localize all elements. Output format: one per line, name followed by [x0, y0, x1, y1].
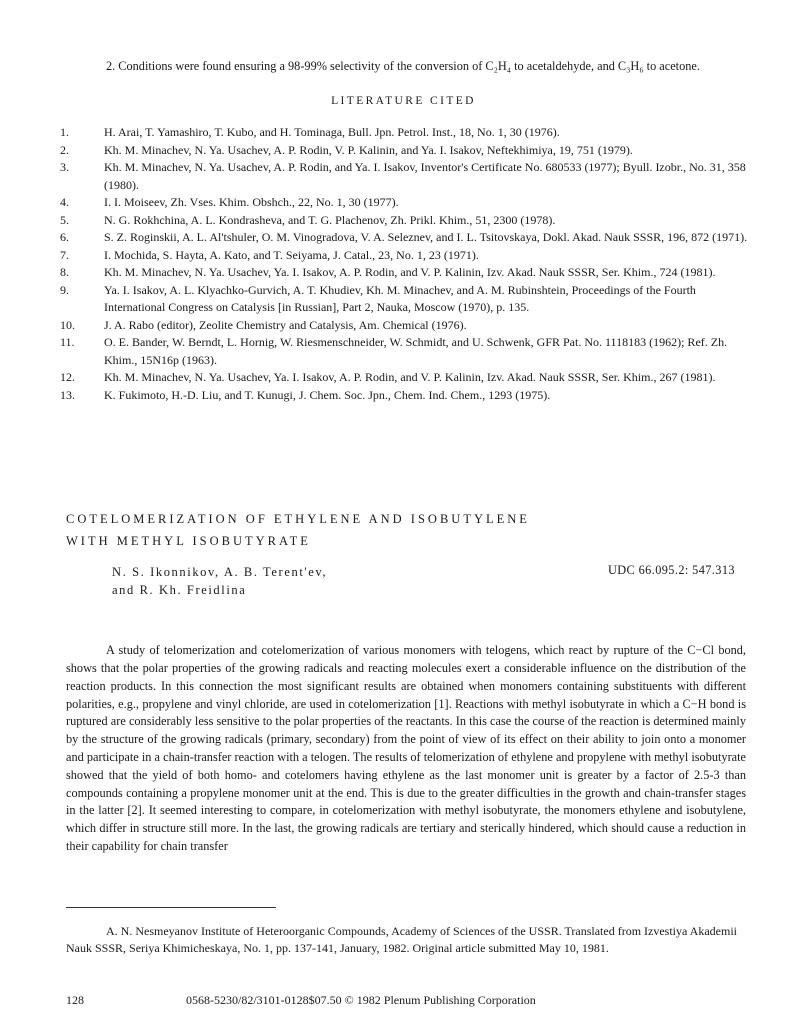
reference-number: 1. — [60, 125, 69, 139]
author-line: and R. Kh. Freidlina — [112, 583, 247, 597]
reference-number: 9. — [60, 282, 69, 297]
reference-item — [60, 142, 750, 160]
reference-number: 5. — [60, 212, 69, 227]
udc-code: UDC 66.095.2: 547.313 — [608, 563, 735, 577]
article-title-line: WITH METHYL ISOBUTYRATE — [66, 534, 311, 548]
reference-item — [60, 194, 750, 212]
reference-item — [60, 124, 750, 142]
reference-text: J. A. Rabo (editor), Zeolite Chemistry and Catalysis, Am. Chemical (1976). — [104, 317, 467, 332]
author-line: N. S. Ikonnikov, A. B. Terent'ev, — [112, 565, 328, 579]
reference-text: I. I. Moiseev, Zh. Vses. Khim. Obshch., 22, No. 1, 30 (1977). — [104, 195, 399, 209]
reference-item — [60, 159, 750, 194]
author-list — [112, 563, 327, 599]
reference-number: 6. — [60, 230, 69, 244]
reference-item — [60, 369, 750, 387]
reference-number: 4. — [60, 195, 69, 209]
reference-number: 11. — [60, 335, 75, 349]
reference-item — [60, 264, 750, 282]
literature-heading: LITERATURE CITED — [331, 95, 476, 107]
reference-item — [60, 317, 750, 335]
reference-number: 13. — [60, 387, 75, 402]
reference-item — [60, 229, 750, 247]
reference-number: 10. — [60, 317, 75, 332]
reference-text: Kh. M. Minachev, N. Ya. Usachev, A. P. Rodin, V. P. Kalinin, and Ya. I. Isakov, Neftekhimiya, 19, 751 (1979). — [104, 142, 633, 157]
page-footer — [66, 993, 756, 1008]
reference-number: 8. — [60, 265, 69, 279]
reference-number: 7. — [60, 247, 69, 262]
reference-number: 2. — [60, 142, 69, 157]
reference-text: H. Arai, T. Yamashiro, T. Kubo, and H. Tominaga, Bull. Jpn. Petrol. Inst., 18, No. 1, 30 (1976). — [104, 125, 560, 139]
reference-list — [60, 124, 750, 404]
footnote: A. N. Nesmeyanov Institute of Heteroorganic Compounds, Academy of Sciences of the USSR. Translated from Izvestiya Akademii Nauk SSSR, Seriya Khimicheskaya, No. 1, pp. 137-141, January, 1982. Original article submitted May 10, 1981. — [66, 924, 737, 955]
reference-number: 3. — [60, 160, 69, 174]
body-paragraph: A study of telomerization and cotelomerization of various monomers with telogens, which react by rupture of the C−Cl bond, shows that the polar properties of the growing radicals and reacting molecules exert a considerable influence on the distribution of the reaction products. In this connection the most significant results are obtained when monomers containing substituents with different polarities, e.g., propylene and vinyl chloride, are used in cotelomerization [1]. Reactions with methyl isobutyrate in which a C−H bond is ruptured are considerably less sensitive to the polar properties of the reactants. In this case the course of the reaction is determined mainly by the structure of the growing radicals (primary, secondary) from the point of view of its effect on their ability to join onto a monomer and participate in a chain-transfer reaction with a telogen. The results of telomerization of ethylene and propylene with methyl isobutyrate showed that the yield of both homo- and cotelomers having ethylene as the last monomer unit is greater by a factor of 2.5-3 than compounds containing a propylene monomer unit at the end. This is due to the greater difficulties in the growth and chain-transfer stages in the latter [2]. It seemed interesting to compare, in cotelomerization with methyl isobutyrate, the monomers ethylene and isobutylene, which differ in structure still more. In the last, the growing radicals are tertiary and sterically hindered, which should cause a reduction in their capability for chain transfer — [66, 643, 746, 854]
reference-text: S. Z. Roginskii, A. L. Al'tshuler, O. M. Vinogradova, V. A. Seleznev, and I. L. Tsitovskaya, Dokl. Akad. Nauk SSSR, 196, 872 (1971). — [104, 230, 748, 244]
reference-item — [60, 247, 750, 265]
reference-item — [60, 212, 750, 230]
reference-text: Kh. M. Minachev, N. Ya. Usachev, A. P. Rodin, and Ya. I. Isakov, Inventor's Certificate No. 680533 (1977); Byull. Izobr., No. 31, 358 (1980). — [104, 160, 746, 192]
reference-text: Kh. M. Minachev, N. Ya. Usachev, Ya. I. Isakov, A. P. Rodin, and V. P. Kalinin, Izv. Akad. Nauk SSSR, Ser. Khim., 267 (1981). — [104, 370, 716, 384]
footnote-divider — [66, 907, 276, 908]
reference-text: I. Mochida, S. Hayta, A. Kato, and T. Seiyama, J. Catal., 23, No. 1, 23 (1971). — [104, 247, 479, 262]
reference-text: N. G. Rokhchina, A. L. Kondrasheva, and T. G. Plachenov, Zh. Prikl. Khim., 51, 2300 (1978). — [104, 212, 556, 227]
reference-item — [60, 282, 750, 317]
reference-item — [60, 387, 750, 405]
reference-text: K. Fukimoto, H.-D. Liu, and T. Kunugi, J. Chem. Soc. Jpn., Chem. Ind. Chem., 1293 (1975). — [104, 387, 551, 402]
reference-text: O. E. Bander, W. Berndt, L. Hornig, W. Riesmenschneider, W. Schmidt, and U. Schwenk, GFR Pat. No. 1118183 (1962); Ref. Zh. Khim., 15N16p (1963). — [104, 335, 728, 367]
reference-item — [60, 334, 750, 369]
page-number: 128 — [66, 993, 84, 1007]
reference-text: Ya. I. Isakov, A. L. Klyachko-Gurvich, A. T. Khudiev, Kh. M. Minachev, and A. M. Rubinshtein, Proceedings of the Fourth International Congress on Catalysis [in Russian], Part 2, Nauka, Moscow (1970), p. 135. — [104, 282, 696, 314]
article-title-line: COTELOMERIZATION OF ETHYLENE AND ISOBUTYLENE — [66, 512, 530, 526]
copyright-line: 0568-5230/82/3101-0128$07.50 © 1982 Plenum Publishing Corporation — [186, 993, 536, 1007]
article-title — [66, 508, 530, 552]
reference-text: Kh. M. Minachev, N. Ya. Usachev, Ya. I. Isakov, A. P. Rodin, and V. P. Kalinin, Izv. Akad. Nauk SSSR, Ser. Khim., 724 (1981). — [104, 265, 716, 279]
reference-number: 12. — [60, 370, 75, 384]
prelude-paragraph: 2. Conditions were found ensuring a 98-99% selectivity of the conversion of C₂H₄ to acetaldehyde, and C₃H₆ to acetone. — [106, 59, 700, 74]
